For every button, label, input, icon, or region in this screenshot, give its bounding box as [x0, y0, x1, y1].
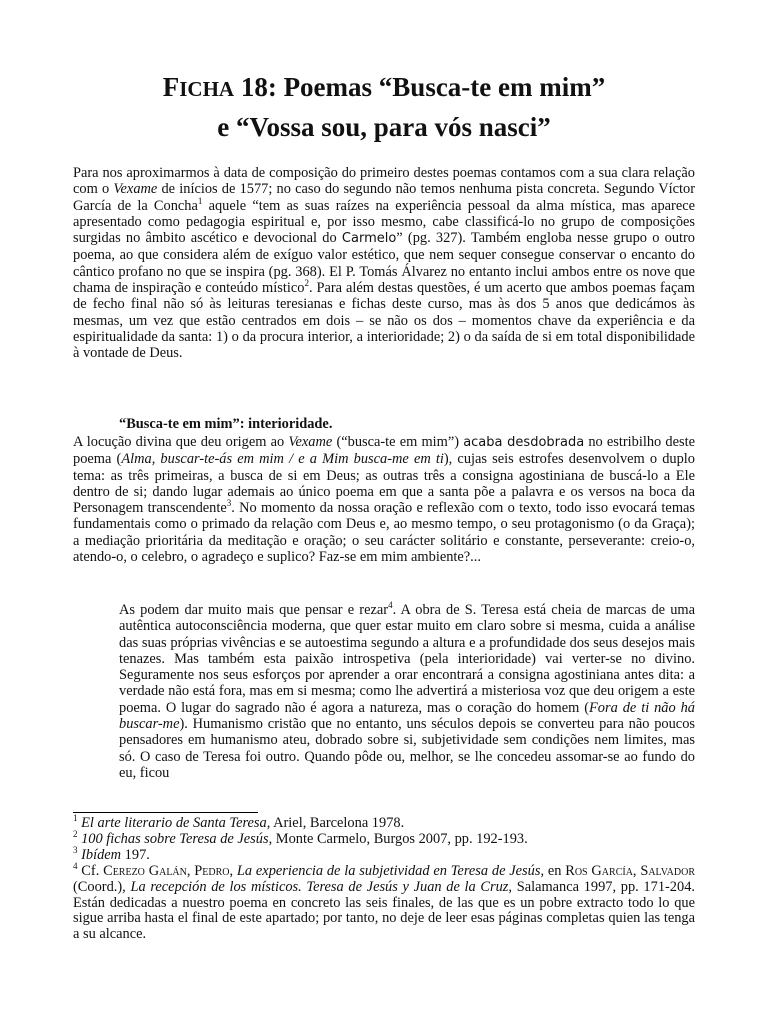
para2-text-3: no estribilho deste poema ( — [73, 434, 695, 468]
footnote-4-d: (Coord.), — [73, 878, 131, 895]
para1-text-2: de inícios de 1577; no caso do segundo não temos nenhuma pista concreta. Segundo Víctor García de la Concha — [73, 181, 695, 214]
para2-mono: acaba desdobrada — [463, 435, 585, 450]
footnote-3-title: Ibídem — [81, 846, 122, 863]
footnote-ref-1[interactable]: 1 — [197, 195, 203, 206]
page-title — [73, 68, 695, 146]
title-line1: 18: Poemas “Busca-te em mim” — [234, 72, 606, 102]
title-ficha-smallcaps: ICHA — [179, 77, 235, 101]
footnote-3-rest: 197. — [121, 846, 150, 863]
section-paragraph — [73, 434, 695, 565]
footnote-1-title: El arte literario de Santa Teresa — [81, 815, 267, 831]
footnote-4-c: , en — [540, 862, 566, 879]
footnotes — [73, 813, 696, 943]
footnote-2-title: 100 fichas sobre Teresa de Jesús — [81, 830, 269, 847]
footnote-4-article: La experiencia de la subjetividad en Teresa de Jesús — [236, 862, 541, 879]
footnote-4-a: Cf. — [77, 862, 104, 879]
footnote-3-number: 3 — [73, 845, 78, 856]
footnote-1 — [73, 813, 695, 832]
title-ficha-initial: F — [162, 72, 180, 102]
para1-carmelo: Carmelo — [341, 231, 397, 247]
title-line2: e “Vossa sou, para vós nasci” — [217, 112, 551, 142]
para2-text-1: A locução divina que deu origem ao — [73, 434, 289, 450]
para2-vexame: Vexame — [288, 434, 333, 450]
quote-text-2: . A obra de S. Teresa está cheia de marcas de uma autêntica autoconsciência moderna, que quer estar muito em claro sobre si mesma, cuida a análise das suas próprias vivências e se autoestima segundo a altura e a profundidade dos seus desejos mais tenazes. Mas também esta paixão introspetiva (pela interioridade) vai verter-se no divino. Seguramente nos seus esforços por aprender a orar encontrará a consigna agostiniana antes dita: a verdade não está fora, mas em si mesma; como lhe advertirá a misteriosa voz que deu origem a este poema. O lugar do sagrado não é agora a natureza, mas o coração do homem ( — [119, 602, 695, 716]
footnote-1-rest: , Ariel, Barcelona 1978. — [266, 815, 405, 831]
footnote-1-number: 1 — [73, 813, 78, 824]
para1-text-4: ” (pg. 327). Também engloba nesse grupo o outro poema, ao que considera além de exíguo valor estético, que nem sequer consegue conservar o encanto do cântico profano no que se inspira (pg. 368). El P. Tomás Álvarez no entanto inclui ambos entre os nove que chama de inspiração e conteúdo místico — [73, 230, 695, 297]
footnote-divider — [73, 812, 258, 813]
section-heading: “Busca-te em mim”: interioridade. — [119, 416, 333, 432]
footnote-2-number: 2 — [73, 829, 78, 840]
para1-vexame: Vexame — [113, 181, 158, 198]
footnote-ref-3[interactable]: 3 — [226, 498, 232, 509]
footnote-4-e: , Salamanca 1997, pp. 171-204. Están dedicadas a nuestro poema en concreto las seis finales, de las que es un pobre extracto todo lo que sigue arriba hasta el final de este apartado; por tanto, no deje de leer esas páginas completas quien las tenga a su alcance. — [73, 878, 695, 943]
para2-text-5: . No momento da nossa oração e reflexão com o texto, todo isso evocará temas fundamentais como o primado da relação com Deus e, ao mesmo tempo, o seu protagonismo (o da Graça); a mediação prioritária da meditação e oração; o seu carácter solitário e constante, perseverante: creio-o, atendo-o, o celebro, o agradeço e suplico? Faz-se em mim ambiente?... — [73, 500, 695, 566]
footnote-2 — [73, 829, 695, 848]
quote-italic: Fora de ti não há buscar-me — [119, 699, 695, 733]
intro-paragraph — [73, 165, 695, 362]
footnote-ref-2[interactable]: 2 — [304, 278, 309, 289]
block-quote — [119, 602, 695, 781]
footnote-4-b: , — [229, 862, 237, 879]
footnote-ref-4[interactable]: 4 — [388, 600, 393, 611]
para2-text-4: ), cujas seis estrofes desenvolvem o duplo tema: as três primeiras, a busca de si em Deus; as outras três a consigna agostiniana de buscá-lo a Ele dentro de si; dando lugar ademais ao único poema em que a santa põe a palavra e os versos na boca da Personagem transcendente — [73, 451, 695, 517]
footnote-4-editor: Ros García, Salvador — [565, 862, 696, 879]
para2-text-2: (“busca-te em mim”) — [332, 434, 464, 450]
footnote-4-author: Cerezo Galán, Pedro — [103, 862, 230, 879]
footnote-4-book: La recepción de los místicos. Teresa de Jesús y Juan de la Cruz — [130, 878, 509, 895]
footnote-3 — [73, 845, 695, 864]
para1-text-3: aquele “tem as suas raízes na experiência pessoal da alma mística, mas aparece apresentado como pedagogia espiritual e, por isso mesmo, cabe classificá-lo no grupo de composições surgidas no âmbito ascético e devocional do — [73, 197, 695, 247]
footnote-4-number: 4 — [73, 860, 78, 871]
para2-refrain: Alma, buscar-te-ás em mim / e a Mim busca-me em ti — [121, 451, 444, 468]
quote-text-3: ). Humanismo cristão que no entanto, uns séculos depois se converteu para não poucos pensadores em humanismo ateu, dobrado sobre si, subjetividade sem condições nem limites, mas só. O caso de Teresa foi outro. Quando pôde ou, melhor, se lhe concedeu assomar-se ao fundo do eu, ficou — [119, 716, 695, 781]
para1-text-1: Para nos aproximarmos à data de composição do primeiro destes poemas contamos com a sua clara relação com o — [73, 165, 695, 198]
quote-text-1: As podem dar muito mais que pensar e rezar — [119, 602, 389, 618]
footnote-2-rest: , Monte Carmelo, Burgos 2007, pp. 192-193. — [268, 830, 528, 847]
footnote-4 — [73, 860, 696, 944]
para1-text-5: . Para além destas questões, é um acerto que ambos poemas façam de fecho final não só às leituras teresianas e fichas deste curso, mas às dos 5 anos que dedicámos às mesmas, um vez que estão centrados em dois – se não os dos – momentos chave da experiência e da espiritualidade da santa: 1) o da procura interior, a interioridade; 2) o da saída de si em total disponibilidade à vontade de Deus. — [73, 280, 696, 362]
